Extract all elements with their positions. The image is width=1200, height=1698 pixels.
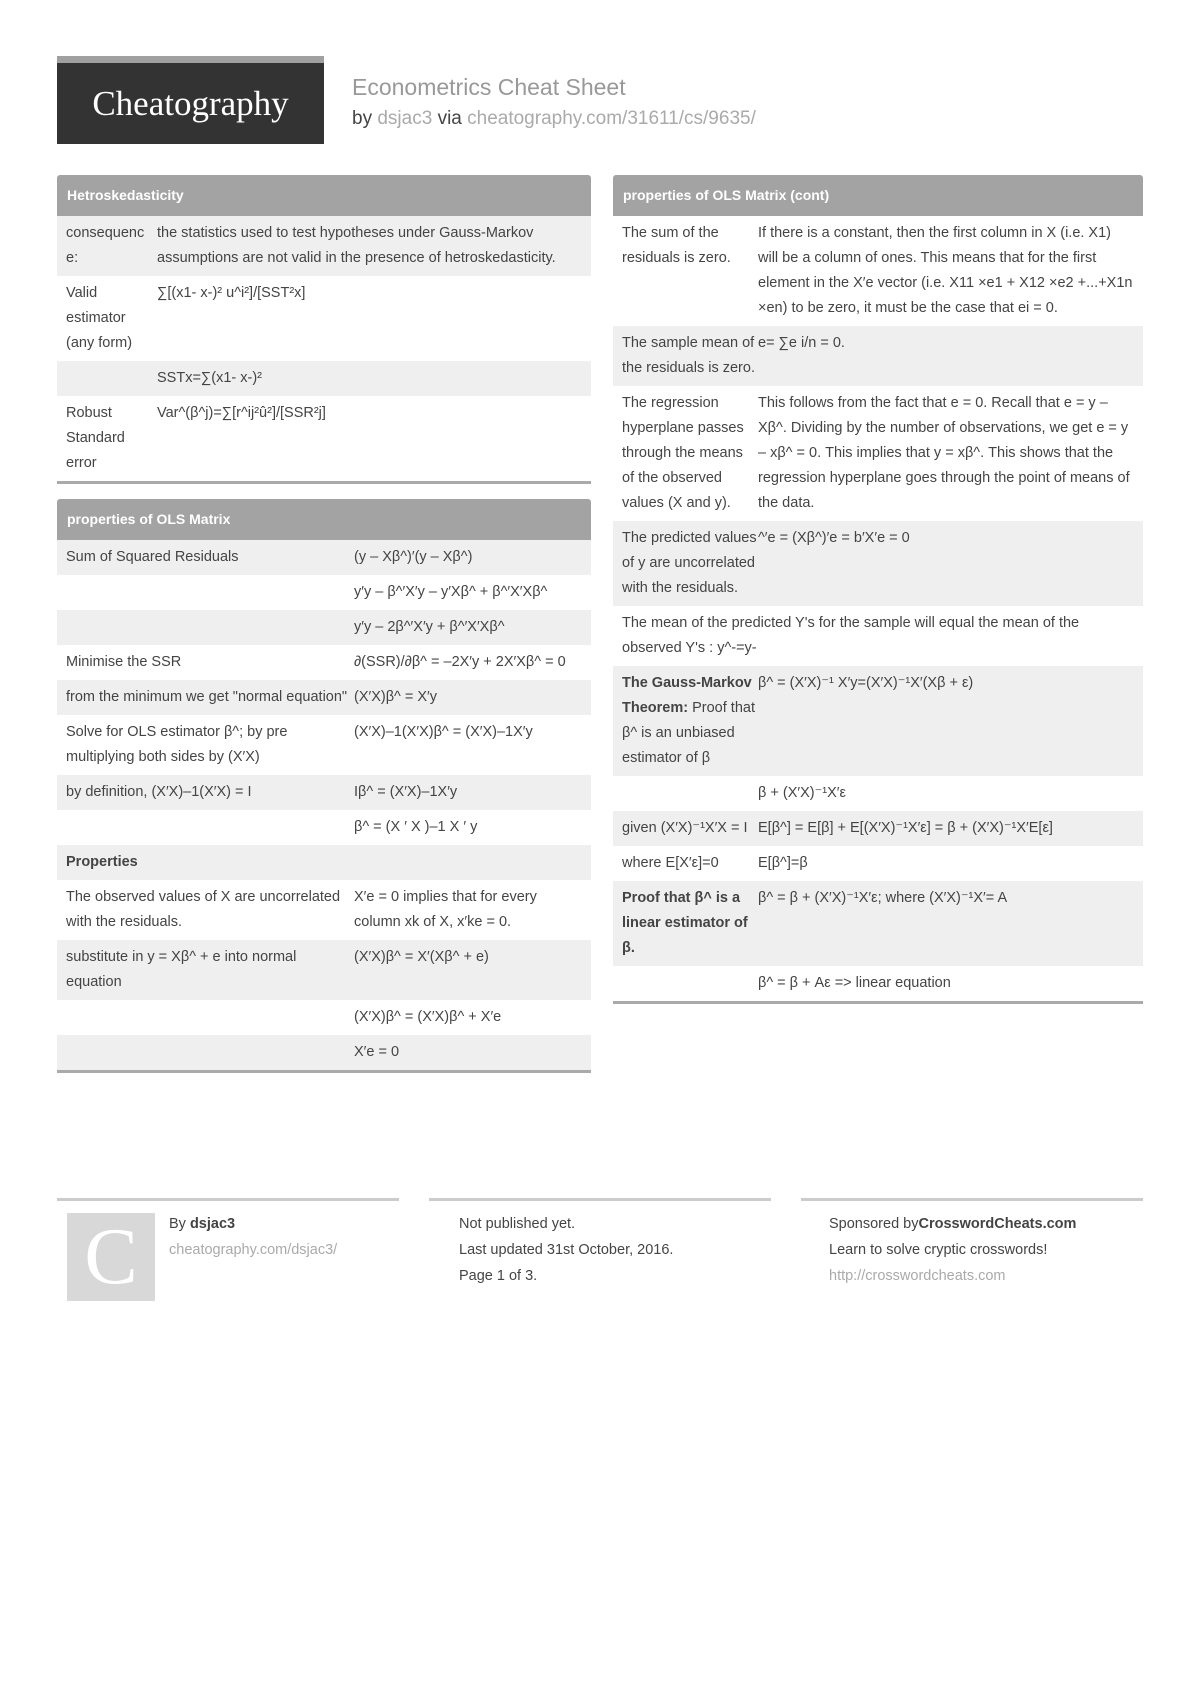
row-value: Var^(β^j)=∑[r^ij²û²]/[SSR²j] — [157, 405, 326, 421]
row-label — [613, 391, 758, 516]
row-label — [613, 671, 758, 771]
row-value: (y – Xβ^)′(y – Xβ^) — [354, 549, 473, 565]
cheatography-logo[interactable]: Cheatography — [57, 56, 324, 144]
table-row — [57, 680, 591, 715]
published-status: Not published yet. — [459, 1216, 576, 1232]
row-label — [57, 780, 354, 805]
table-row — [57, 810, 591, 845]
table-row — [613, 966, 1143, 1001]
table-row — [613, 326, 1143, 386]
row-label — [613, 886, 758, 961]
table-row — [57, 361, 591, 396]
row-label-text: Sum of Squared Residuals — [66, 549, 239, 565]
row-label — [613, 221, 758, 321]
sponsor-link[interactable]: CrosswordCheats.com — [918, 1216, 1077, 1232]
row-value: This follows from the fact that e = 0. Recall that e = y – Xβ^. Dividing by the number of observations, we get e = y – xβ^ = 0. This implies that y = xβ^. This shows that the regression hyperplane goes through the point of means of the data. — [758, 395, 1130, 511]
footer — [57, 1198, 1143, 1301]
cheat-section — [57, 499, 591, 1073]
row-value: Iβ^ = (X′X)–1X′y — [354, 784, 458, 800]
row-label — [57, 545, 354, 570]
row-value: y′y – 2β^′X′y + β^′X′Xβ^ — [354, 619, 505, 635]
row-value: The mean of the predicted Y's for the sample will equal the mean of the observed Y's : y^-=y- — [622, 615, 1080, 656]
footer-publish-info — [429, 1198, 771, 1301]
sheet-url-link[interactable]: cheatography.com/31611/cs/9635/ — [467, 108, 756, 129]
table-row — [613, 881, 1143, 966]
table-row — [57, 540, 591, 575]
table-row — [57, 216, 591, 276]
row-label — [57, 650, 354, 675]
row-label-text: Valid estimator (any form) — [66, 285, 133, 351]
author-url-link[interactable]: cheatography.com/dsjac3/ — [169, 1242, 338, 1258]
author-link[interactable]: dsjac3 — [377, 108, 433, 129]
row-label-text: consequenc e: — [66, 225, 145, 266]
row-label-text: where E[X′ε]=0 — [622, 855, 719, 871]
row-label — [57, 685, 354, 710]
avatar: C — [67, 1213, 155, 1301]
table-row — [57, 880, 591, 940]
row-value: e= ∑e i/n = 0. — [758, 335, 845, 351]
row-value: X′e = 0 implies that for every column xk of X, x′ke = 0. — [354, 889, 537, 930]
row-label-text: The observed values of X are uncorrelated with the residuals. — [66, 889, 341, 930]
table-row — [57, 1035, 591, 1070]
row-label — [57, 885, 354, 935]
left-column — [57, 175, 591, 1088]
by-label: By — [169, 1216, 186, 1232]
sponsored-label: Sponsored by — [829, 1216, 919, 1232]
table-row — [57, 715, 591, 775]
row-label — [613, 816, 758, 841]
table-row — [613, 216, 1143, 326]
row-label — [613, 781, 758, 806]
row-label — [57, 1040, 354, 1065]
via-label: via — [437, 108, 462, 129]
row-value: the statistics used to test hypotheses under Gauss-Markov assumptions are not valid in the presence of hetroskedasticity. — [157, 225, 556, 266]
row-value: (X′X)β^ = X′y — [354, 689, 438, 705]
row-label — [57, 580, 354, 605]
byline — [352, 108, 756, 130]
row-label — [613, 971, 758, 996]
row-label — [57, 1005, 354, 1030]
row-value: (X′X)β^ = (X′X)β^ + X′e — [354, 1009, 502, 1025]
row-value: (X′X)β^ = X′(Xβ^ + e) — [354, 949, 489, 965]
row-label-bold: Proof that β^ is a linear estimator of β. — [622, 890, 748, 956]
row-value: β^ = (X′X)⁻¹ X′y=(X′X)⁻¹X′(Xβ + ε) — [758, 675, 974, 691]
row-value: If there is a constant, then the first column in X (i.e. X1) will be a column of ones. This means that for the first element in the X′e vector (i.e. X11 ×e1 + X12 ×e2 +...+X1n ×en) to be zero, it must be the case that ei = 0. — [758, 225, 1133, 316]
section-heading: Hetroskedasticity — [57, 175, 591, 216]
row-label-text: substitute in y = Xβ^ + e into normal equation — [66, 949, 297, 990]
right-column — [613, 175, 1143, 1019]
table-row — [613, 811, 1143, 846]
row-label-text: The regression hyperplane passes through the means of the observed values (X and y). — [622, 395, 744, 511]
row-label-text: given (X′X)⁻¹X′X = I — [622, 820, 748, 836]
row-label — [57, 815, 354, 840]
row-value: β^ = β + (X′X)⁻¹X′ε; where (X′X)⁻¹X′= A — [758, 890, 1008, 906]
table-row — [57, 396, 591, 481]
table-row — [57, 645, 591, 680]
row-value: (X′X)–1(X′X)β^ = (X′X)–1X′y — [354, 724, 533, 740]
table-row — [613, 666, 1143, 776]
table-row — [57, 845, 591, 880]
row-label-text: Minimise the SSR — [66, 654, 182, 670]
row-label-text: from the minimum we get "normal equation" — [66, 689, 348, 705]
sponsor-tagline: Learn to solve cryptic crosswords! — [829, 1242, 1048, 1258]
row-label-text: The predicted values of y are uncorrelated with the residuals. — [622, 530, 757, 596]
table-row — [613, 846, 1143, 881]
table-row — [57, 610, 591, 645]
row-label-text: Properties — [66, 854, 138, 870]
table-row — [613, 606, 1143, 666]
row-value: ^′e = (Xβ^)′e = b′X′e = 0 — [758, 530, 910, 546]
cheat-section — [57, 175, 591, 484]
row-value: ∑[(x1- x-)² u^i²]/[SST²x] — [157, 285, 306, 301]
row-label — [613, 526, 758, 601]
row-label — [613, 331, 758, 381]
table-row — [57, 940, 591, 1000]
row-label-text: The sample mean of the residuals is zero. — [622, 335, 755, 376]
row-value — [354, 850, 591, 875]
row-value: β^ = (X ′ X )–1 X ′ y — [354, 819, 478, 835]
row-value: E[β^]=β — [758, 855, 808, 871]
row-label-text: The sum of the residuals is zero. — [622, 225, 731, 266]
row-label — [57, 945, 354, 995]
table-row — [613, 776, 1143, 811]
footer-author — [57, 1198, 399, 1301]
row-label-text: Proof that β^ is an unbiased estimator of β — [622, 700, 755, 766]
cheat-section — [613, 175, 1143, 1004]
author-link[interactable]: dsjac3 — [189, 1216, 236, 1232]
by-label: by — [352, 108, 373, 129]
table-row — [613, 521, 1143, 606]
row-value: SSTx=∑(x1- x-)² — [157, 370, 262, 386]
row-label-text: Solve for OLS estimator β^; by pre multiplying both sides by (X′X) — [66, 724, 288, 765]
page-title: Econometrics Cheat Sheet — [352, 74, 626, 100]
row-value: X′e = 0 — [354, 1044, 400, 1060]
row-value: E[β^] = E[β] + E[(X′X)⁻¹X′ε] = β + (X′X)⁻¹X′E[ε] — [758, 820, 1053, 836]
row-label — [57, 221, 157, 271]
row-label — [57, 366, 157, 391]
footer-sponsor — [801, 1198, 1143, 1301]
table-row — [57, 775, 591, 810]
sponsor-url-link[interactable]: http://crosswordcheats.com — [829, 1268, 1006, 1284]
table-row — [57, 276, 591, 361]
row-value: β^ = β + Aε => linear equation — [758, 975, 951, 991]
last-updated: Last updated 31st October, 2016. — [459, 1242, 674, 1258]
row-label — [57, 720, 354, 770]
row-value: ∂(SSR)/∂β^ = –2X′y + 2X′Xβ^ = 0 — [354, 654, 566, 670]
section-heading: properties of OLS Matrix — [57, 499, 591, 540]
row-label — [57, 850, 354, 875]
row-value: β + (X′X)⁻¹X′ε — [758, 785, 846, 801]
row-label — [57, 615, 354, 640]
row-label — [57, 281, 157, 356]
section-heading: properties of OLS Matrix (cont) — [613, 175, 1143, 216]
table-row — [57, 1000, 591, 1035]
row-label-text: Robust Standard error — [66, 405, 125, 471]
page-number: Page 1 of 3. — [459, 1268, 538, 1284]
row-value: y′y – β^′X′y – y′Xβ^ + β^′X′Xβ^ — [354, 584, 548, 600]
table-row — [57, 575, 591, 610]
row-label-bold: The Gauss-Markov Theorem: — [622, 675, 752, 716]
table-row — [613, 386, 1143, 521]
row-label — [613, 851, 758, 876]
row-label-text: by definition, (X′X)–1(X′X) = I — [66, 784, 252, 800]
row-label — [57, 401, 157, 476]
